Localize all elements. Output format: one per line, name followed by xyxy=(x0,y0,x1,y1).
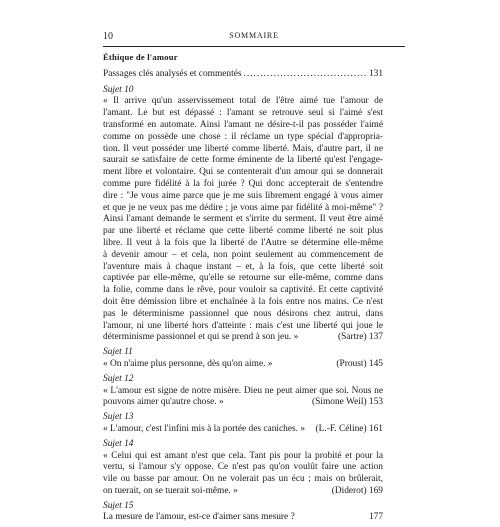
quote-attribution: (Diderot) 169 xyxy=(331,485,383,496)
quote-last-line xyxy=(103,424,383,436)
quote-line: comme on possède une chose : il réclame un type spécial d'appropria- xyxy=(103,131,383,142)
page-header xyxy=(103,31,405,45)
quote-line: à devenir amour – et cela, non point seulement au commencement de xyxy=(103,249,383,260)
toc-entry-page: 131 xyxy=(368,68,383,79)
quote-text: on tuerait, on se tuerait soi-même. » xyxy=(103,485,238,496)
quote-attribution: 177 xyxy=(368,512,383,523)
quote-attribution: (Sartre) 137 xyxy=(337,332,383,343)
subject-title: Sujet 15 xyxy=(103,500,134,511)
quote-text: « L'amour, c'est l'infini mis à la portée des caniches. » xyxy=(103,423,306,434)
quote-last-line xyxy=(103,359,383,371)
quote-line: « Celui qui est amant n'est que cela. Tant pis pour la probité et pour la xyxy=(103,450,383,461)
quote-attribution: (L.-F. Céline) 161 xyxy=(315,423,383,434)
toc-leader-dots xyxy=(244,69,367,81)
quote-line: doit être démission libre et enchaînée à la fois entre nos mains. Ce n'est xyxy=(103,296,383,307)
subject-entry[interactable] xyxy=(103,374,383,409)
running-title: SOMMAIRE xyxy=(229,31,279,40)
toc-entry-label: Passages clés analysés et commentés xyxy=(103,68,242,79)
quote-attribution: (Proust) 145 xyxy=(336,358,383,369)
quote-line: et que je ne veux pas me dédire ; je vous aime par fidélité à moi-même" ? xyxy=(103,202,383,213)
subject-entry[interactable] xyxy=(103,85,383,345)
quote-line: saurait se satisfaire de cette forme éminente de la liberté qu'est l'engage- xyxy=(103,155,383,166)
quote-text: déterminisme passionnel et qui se prend à son jeu. » xyxy=(103,332,299,343)
quote-line: vile ou basse par amour. On ne volerait pas un écu ; mais on brûlerait, xyxy=(103,474,383,485)
quote-line: l'amant. Le but est dépassé : l'amant se retrouve seul si l'aimé s'est xyxy=(103,108,383,119)
section-title: Éthique de l'amour xyxy=(103,52,178,62)
subject-title: Sujet 10 xyxy=(103,84,134,95)
quote-last-line xyxy=(103,397,383,409)
quote-line: tion. Il veut posséder une liberté comme liberté. Mais, d'autre part, il ne xyxy=(103,143,383,154)
subject-title: Sujet 12 xyxy=(103,373,134,384)
quote-line: l'amour, ni une liberté hors d'atteinte : mais c'est une liberté qui joue le xyxy=(103,320,383,331)
quote-line: vertu, si l'amour s'y oppose. Ce n'est pas qu'on voulût faire une action xyxy=(103,462,383,473)
quote-attribution: (Simone Weil) 153 xyxy=(312,397,383,408)
subject-entry[interactable] xyxy=(103,412,383,436)
quote-line: captivée par elle-même, qu'elle se retourne sur elle-même, comme dans xyxy=(103,273,383,284)
subject-title: Sujet 14 xyxy=(103,438,134,449)
page-number: 10 xyxy=(103,31,113,42)
quote-line: pas le déterminisme passionnel que nous désirons chez autrui, dans xyxy=(103,308,383,319)
quote-line: « L'amour est signe de notre misère. Dieu ne peut aimer que soi. Nous ne xyxy=(103,385,383,396)
quote-line: l'aventure mais à chaque instant – et, à la fois, que cette liberté soit xyxy=(103,261,383,272)
quote-line: libre. Il veut à la fois que la liberté de l'Autre se détermine elle-même xyxy=(103,237,383,248)
quote-last-line xyxy=(103,486,383,498)
quote-line: transformé en automate. Ainsi l'amant ne désire-t-il pas posséder l'aimé xyxy=(103,119,383,130)
quote-text: « On n'aime plus personne, dès qu'on aime. » xyxy=(103,358,273,369)
subject-entry[interactable] xyxy=(103,347,383,371)
subject-entry[interactable] xyxy=(103,501,383,525)
subject-title: Sujet 11 xyxy=(103,347,133,358)
quote-line: ment libre et volontaire. Qui se contenterait d'un amour qui se donnerait xyxy=(103,167,383,178)
header-rule xyxy=(103,46,405,47)
quote-text: La mesure de l'amour, est-ce d'aimer sans mesure ? xyxy=(103,512,295,523)
toc-content xyxy=(103,52,383,527)
quote-line: Ainsi l'amant demande le serment et s'irrite du serment. Il veut être aimé xyxy=(103,214,383,225)
quote-line: la folie, comme dans le rêve, pour vouloir sa captivité. Et cette captivité xyxy=(103,285,383,296)
quote-last-line xyxy=(103,332,383,344)
quote-line: « Il arrive qu'un asservissement total de l'être aimé tue l'amour de xyxy=(103,96,383,107)
quote-text: pouvons aimer qu'autre chose. » xyxy=(103,397,224,408)
quote-line: par une liberté et réclame que cette liberté comme liberté ne soit plus xyxy=(103,226,383,237)
quote-line: comme pure fidélité à la foi jurée ? Qui donc accepterait de s'entendre xyxy=(103,178,383,189)
subject-title: Sujet 13 xyxy=(103,412,134,423)
subject-entry[interactable] xyxy=(103,439,383,498)
subject-list xyxy=(103,85,383,525)
quote-line: dire : "Je vous aime parce que je me suis librement engagé à vous aimer xyxy=(103,190,383,201)
quote-last-line xyxy=(103,512,383,524)
toc-entry[interactable] xyxy=(103,69,383,81)
